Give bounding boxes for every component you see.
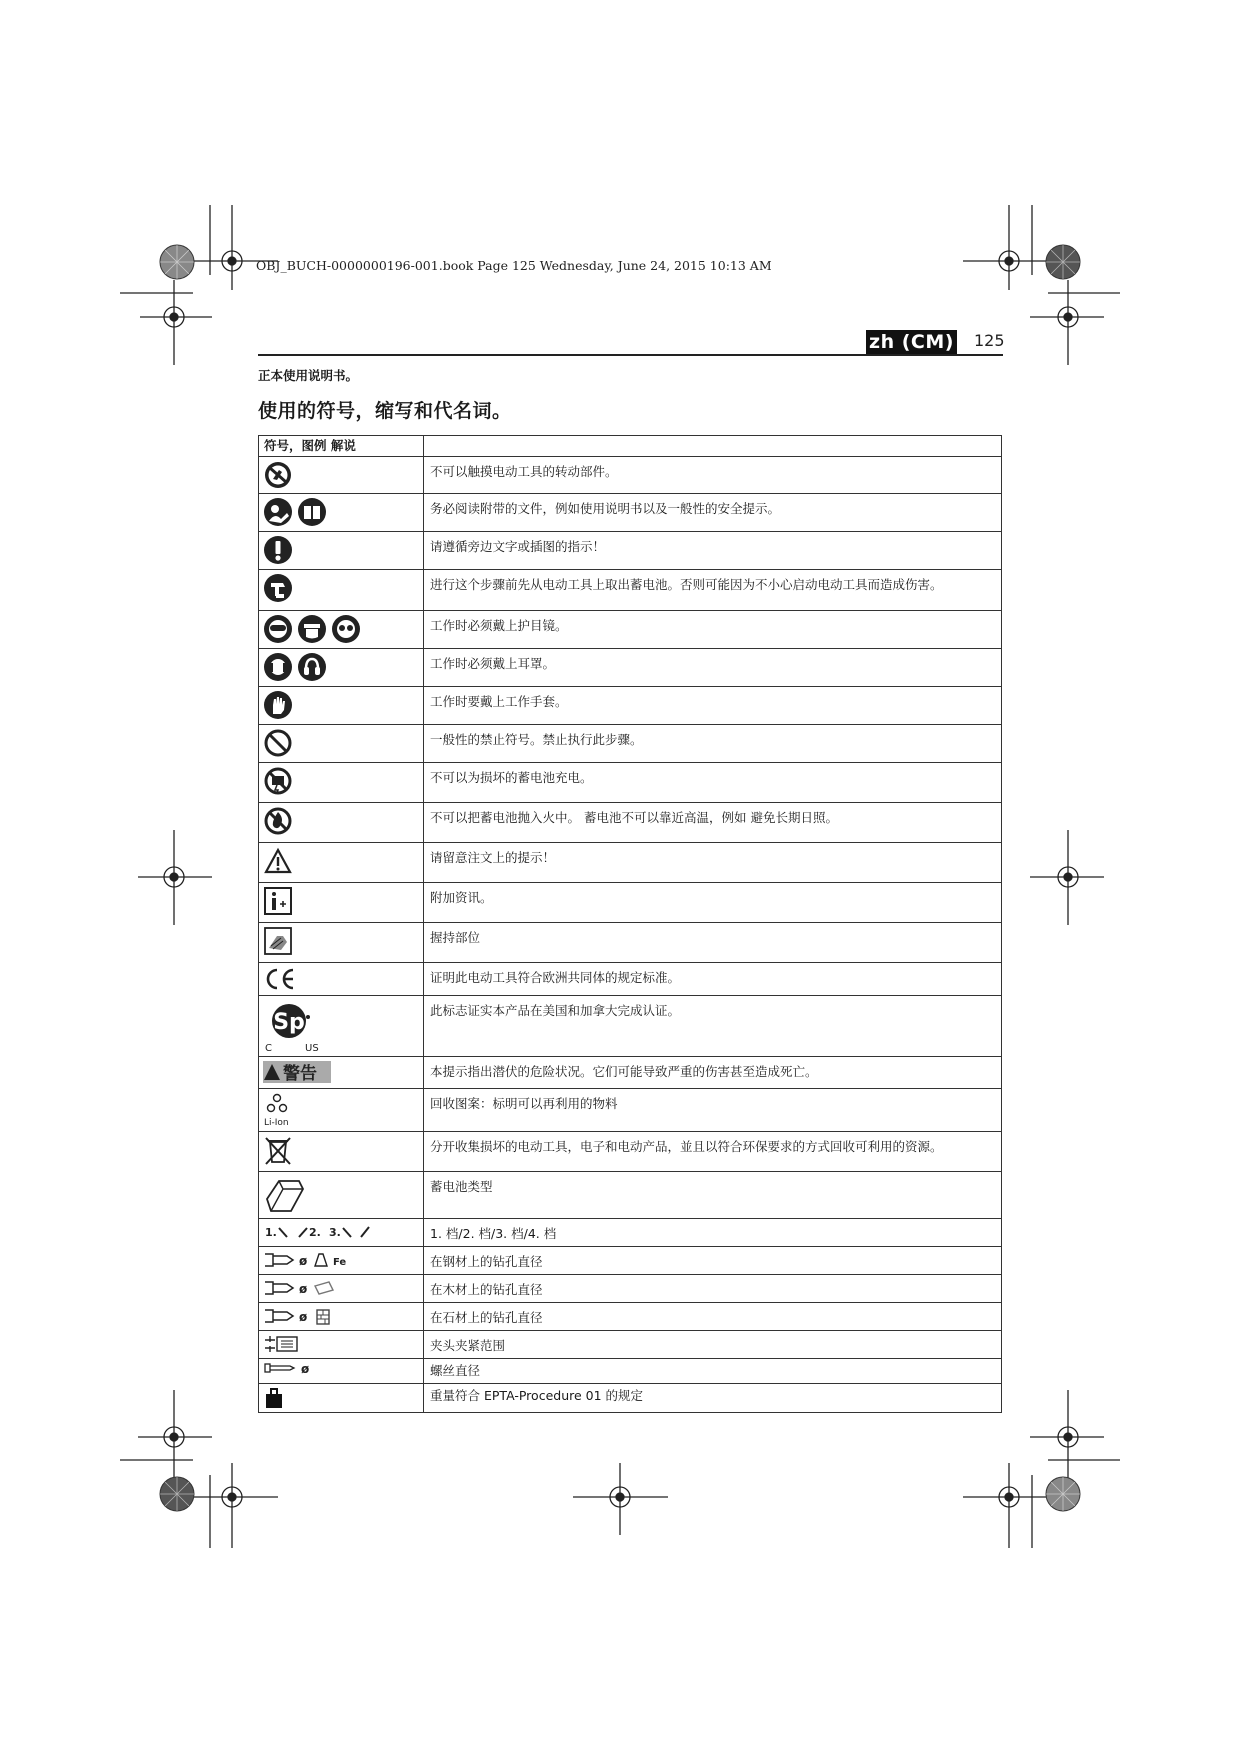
row-text: 螺丝直径 (424, 1359, 1002, 1384)
gloves-icon (263, 690, 293, 720)
drill-steel-icon (263, 1250, 363, 1270)
read-manual-icon (263, 497, 293, 527)
ear-protection-icon (263, 652, 293, 682)
row-text: 此标志证实本产品在美国和加拿大完成认证。 (424, 996, 1002, 1057)
row-text: 回收图案：标明可以再利用的物料 (424, 1089, 1002, 1132)
table-row (259, 1275, 1002, 1303)
row-text: 在木材上的钻孔直径 (424, 1275, 1002, 1303)
header-text (424, 436, 1002, 457)
table-row (259, 763, 1002, 803)
table-row (259, 1384, 1002, 1413)
grip-area-icon (263, 926, 293, 956)
row-text: 进行这个步骤前先从电动工具上取出蓄电池。否则可能因为不小心启动电动工具而造成伤害。 (424, 570, 1002, 611)
page-number: 125 (974, 331, 1005, 350)
weight-icon (263, 1387, 287, 1409)
goggles-icon (263, 614, 293, 644)
info-plus-icon (263, 886, 293, 916)
warning-triangle-icon (263, 846, 293, 876)
table-row (259, 1359, 1002, 1384)
table-row (259, 570, 1002, 611)
table-row (259, 963, 1002, 996)
table-row (259, 803, 1002, 843)
row-text: 重量符合 EPTA-Procedure 01 的规定 (424, 1384, 1002, 1413)
table-row (259, 725, 1002, 763)
row-text: 握持部位 (424, 923, 1002, 963)
chuck-range-icon (263, 1334, 303, 1354)
svg-text:2.: 2. (309, 1226, 321, 1239)
row-text: 请留意注文上的提示！ (424, 843, 1002, 883)
ce-mark-icon (263, 966, 297, 992)
no-charge-damaged-battery-icon (263, 766, 293, 796)
table-row (259, 1331, 1002, 1359)
svg-text:警告: 警告 (283, 1064, 317, 1084)
section-title: 使用的符号，缩写和代名词。 (258, 400, 512, 422)
svg-text:1.: 1. (265, 1226, 277, 1239)
table-row (259, 1132, 1002, 1172)
table-header-row (259, 436, 1002, 457)
row-text: 不可以触摸电动工具的转动部件。 (424, 457, 1002, 494)
row-text: 不可以把蓄电池抛入火中。 蓄电池不可以靠近高温，例如 避免长期日照。 (424, 803, 1002, 843)
no-touch-rotating-icon (263, 460, 293, 490)
csa-mark-icon (263, 999, 327, 1053)
table-row (259, 1057, 1002, 1089)
warning-label-icon (263, 1060, 331, 1084)
gear-levels-icon (263, 1222, 383, 1242)
safety-glasses-icon (331, 614, 361, 644)
table-row (259, 457, 1002, 494)
row-text: 夹头夹紧范围 (424, 1331, 1002, 1359)
row-text: 不可以为损坏的蓄电池充电。 (424, 763, 1002, 803)
table-row (259, 1089, 1002, 1132)
row-text: 在钢材上的钻孔直径 (424, 1247, 1002, 1275)
row-text: 附加资讯。 (424, 883, 1002, 923)
table-row (259, 843, 1002, 883)
table-row (259, 1303, 1002, 1331)
svg-text:ø: ø (299, 1282, 308, 1296)
ear-muffs-icon (297, 652, 327, 682)
table-row (259, 687, 1002, 725)
svg-text:Sp: Sp (273, 1010, 305, 1035)
prohibition-icon (263, 728, 293, 758)
row-text: 一般性的禁止符号。禁止执行此步骤。 (424, 725, 1002, 763)
row-text: 蓄电池类型 (424, 1172, 1002, 1219)
exclamation-icon (263, 535, 293, 565)
row-text: 请遵循旁边文字或插图的指示！ (424, 532, 1002, 570)
drill-masonry-icon (263, 1306, 363, 1326)
row-text: 分开收集损坏的电动工具，电子和电动产品，並且以符合环保要求的方式回收可利用的资源。 (424, 1132, 1002, 1172)
row-text: 务必阅读附带的文件，例如使用说明书以及一般性的安全提示。 (424, 494, 1002, 532)
row-text: 工作时要戴上工作手套。 (424, 687, 1002, 725)
svg-text:US: US (305, 1043, 319, 1053)
remove-battery-icon (263, 573, 293, 603)
table-row (259, 494, 1002, 532)
row-text: 工作时必须戴上护目镜。 (424, 611, 1002, 649)
svg-text:ø: ø (299, 1254, 308, 1268)
svg-text:ø: ø (299, 1310, 308, 1324)
language-tag: zh (CM) (866, 330, 957, 354)
table-row (259, 611, 1002, 649)
row-text: 证明此电动工具符合欧洲共同体的规定标准。 (424, 963, 1002, 996)
header-rule (258, 354, 1003, 356)
svg-text:3.: 3. (329, 1226, 341, 1239)
print-slug: OBJ_BUCH-0000000196-001.book Page 125 Wednesday, June 24, 2015 10:13 AM (256, 258, 772, 273)
table-row (259, 1247, 1002, 1275)
table-row (259, 1172, 1002, 1219)
intro-text: 正本使用说明书。 (258, 368, 359, 383)
battery-pack-icon (263, 1175, 307, 1215)
table-row (259, 532, 1002, 570)
table-row (259, 883, 1002, 923)
svg-text:C: C (265, 1043, 272, 1053)
no-fire-battery-icon (263, 806, 293, 836)
screw-diameter-icon (263, 1360, 323, 1376)
svg-text:ø: ø (301, 1362, 310, 1376)
row-text: 1. 档/2. 档/3. 档/4. 档 (424, 1219, 1002, 1247)
manual-book-icon (297, 497, 327, 527)
table-row (259, 996, 1002, 1057)
row-text: 工作时必须戴上耳罩。 (424, 649, 1002, 687)
svg-text:Li-Ion: Li-Ion (264, 1118, 289, 1128)
recycle-li-ion-icon (263, 1092, 297, 1128)
drill-wood-icon (263, 1278, 363, 1298)
table-row (259, 649, 1002, 687)
table-row (259, 1219, 1002, 1247)
face-shield-icon (297, 614, 327, 644)
row-text: 在石材上的钻孔直径 (424, 1303, 1002, 1331)
header-symbol: 符号，图例 解说 (259, 436, 424, 457)
crossed-bin-icon (263, 1135, 293, 1167)
svg-text:Fe: Fe (333, 1257, 347, 1268)
table-row (259, 923, 1002, 963)
row-text: 本提示指出潜伏的危险状况。它们可能导致严重的伤害甚至造成死亡。 (424, 1057, 1002, 1089)
symbols-table (258, 435, 1002, 1413)
